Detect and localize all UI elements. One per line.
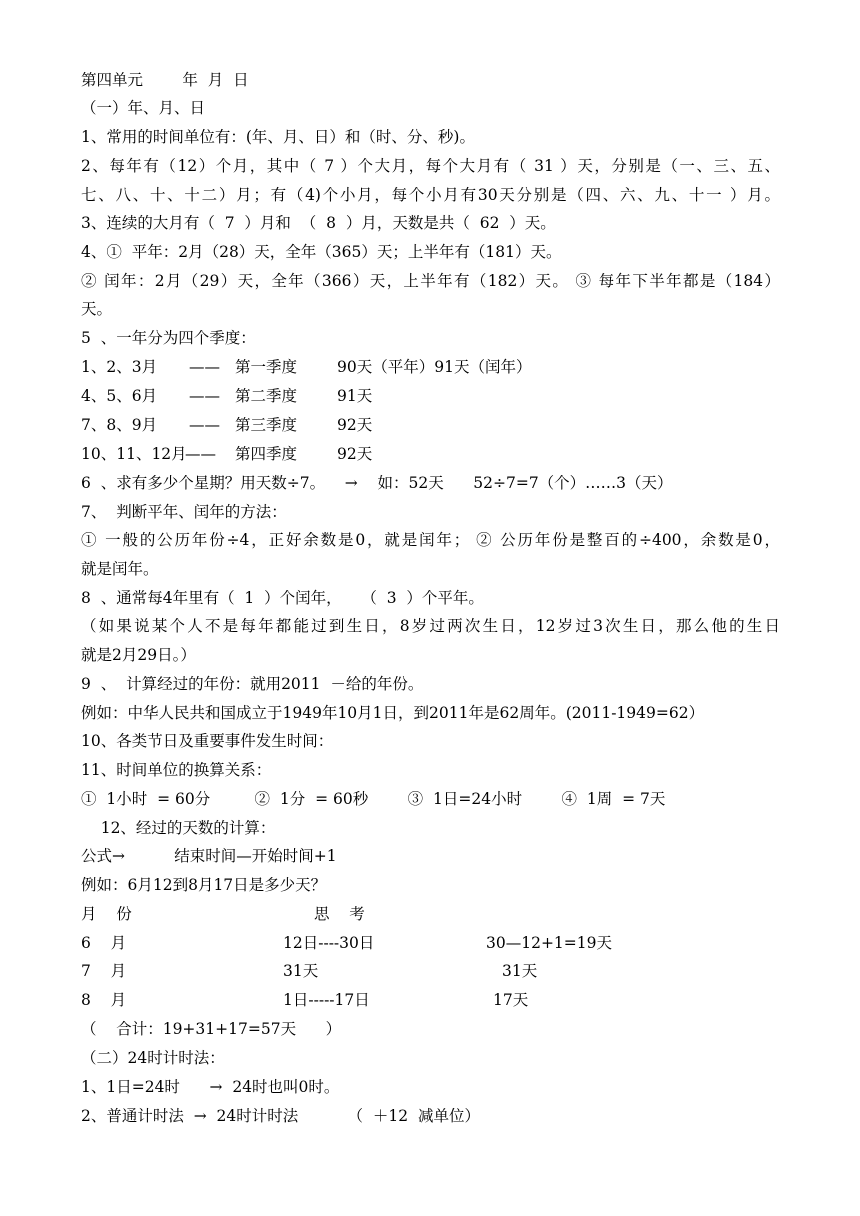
table-cell-month: 8 月 bbox=[81, 991, 127, 1009]
season-days: 91天 bbox=[337, 387, 373, 405]
table-cell-range: 31天 bbox=[283, 962, 319, 980]
section-heading-2: （二）24时计时法： bbox=[81, 1049, 225, 1067]
table-header-month: 月 份 bbox=[81, 905, 132, 923]
text-line: 8 、通常每4年里有（ 1 ）个闰年， （ 3 ）个平年。 bbox=[81, 589, 484, 607]
text-line: 1、1日=24时 → 24时也叫0时。 bbox=[81, 1078, 340, 1096]
table-cell-calc: 31天 bbox=[502, 962, 538, 980]
text-line: 11、时间单位的换算关系： bbox=[81, 761, 272, 779]
text-line: 就是2月29日。） bbox=[81, 646, 196, 664]
season-months: 4、5、6月 bbox=[81, 387, 158, 405]
table-cell-calc: 17天 bbox=[493, 991, 529, 1009]
section-heading-1: （一）年、月、日 bbox=[81, 99, 206, 117]
text-line: 公式→ 结束时间—开始时间+1 bbox=[81, 847, 337, 865]
table-cell-range: 12日----30日 bbox=[283, 934, 375, 952]
text-line: 天。 bbox=[81, 300, 113, 318]
text-line: 12、经过的天数的计算： bbox=[81, 819, 276, 837]
season-dash: —— bbox=[189, 416, 220, 434]
season-days: 92天 bbox=[337, 416, 373, 434]
total-line: （ 合计：19+31+17=57天 ） bbox=[81, 1020, 342, 1038]
text-line: ② 闰年：2月（29）天，全年（366）天，上半年有（182）天。 ③ 每年下半年都是（184） bbox=[81, 272, 780, 290]
text-line: 5 、一年分为四个季度： bbox=[81, 329, 256, 347]
text-line: （如果说某个人不是每年都能过到生日，8岁过两次生日，12岁过3次生日，那么他的生日 bbox=[81, 617, 780, 635]
text-line: 例如：6月12到8月17日是多少天？ bbox=[81, 876, 327, 894]
table-cell-month: 6 月 bbox=[81, 934, 127, 952]
season-months: 1、2、3月 bbox=[81, 358, 158, 376]
season-months: 10、11、12月 bbox=[81, 445, 187, 463]
text-line: 9 、 计算经过的年份：就用2011 －给的年份。 bbox=[81, 675, 424, 693]
text-line: 1、常用的时间单位有：(年、月、日）和（时、分、秒)。 bbox=[81, 128, 475, 146]
table-cell-month: 7 月 bbox=[81, 962, 127, 980]
text-line: 就是闰年。 bbox=[81, 560, 159, 578]
season-name: 第三季度 bbox=[235, 416, 298, 434]
text-line: 7、 判断平年、闰年的方法： bbox=[81, 503, 287, 521]
season-days: 92天 bbox=[337, 445, 373, 463]
season-months: 7、8、9月 bbox=[81, 416, 158, 434]
text-line: 3、连续的大月有（ 7 ）月和 （ 8 ）月，天数是共（ 62 ）天。 bbox=[81, 214, 556, 232]
text-line: 七、八、十、十二）月；有（4)个小月，每个小月有30天分别是（四、六、九、十一 ）月。 bbox=[81, 186, 780, 204]
text-line: ① 1小时 = 60分 ② 1分 = 60秒 ③ 1日=24小时 ④ 1周 = 7天 bbox=[81, 790, 666, 808]
text-line: 2、每年有（12）个月，其中（ 7 ）个大月，每个大月有（ 31 ）天，分别是（一、三、五、 bbox=[81, 157, 780, 175]
season-dash: —— bbox=[189, 387, 220, 405]
table-header-think: 思 考 bbox=[314, 905, 365, 923]
text-line: 10、各类节日及重要事件发生时间： bbox=[81, 732, 334, 750]
unit-title: 第四单元 年 月 日 bbox=[81, 71, 249, 89]
text-line: 6 、求有多少个星期？用天数÷7。 → 如：52天 52÷7=7（个）……3（天） bbox=[81, 474, 673, 492]
table-cell-range: 1日-----17日 bbox=[283, 991, 370, 1009]
text-line: ① 一般的公历年份÷4，正好余数是0，就是闰年； ② 公历年份是整百的÷400，余数是0， bbox=[81, 531, 780, 549]
season-days: 90天（平年）91天（闰年） bbox=[337, 358, 532, 376]
season-name: 第四季度 bbox=[235, 445, 298, 463]
text-line: 2、普通计时法 → 24时计时法 （ ＋12 减单位） bbox=[81, 1107, 480, 1125]
season-name: 第二季度 bbox=[235, 387, 298, 405]
text-line: 4、① 平年：2月（28）天，全年（365）天；上半年有（181）天。 bbox=[81, 243, 562, 261]
season-dash: —— bbox=[185, 445, 216, 463]
text-line: 例如：中华人民共和国成立于1949年10月1日，到2011年是62周年。(2011-1949=62） bbox=[81, 704, 705, 722]
season-dash: —— bbox=[189, 358, 220, 376]
season-name: 第一季度 bbox=[235, 358, 298, 376]
table-cell-calc: 30—12+1=19天 bbox=[486, 934, 613, 952]
